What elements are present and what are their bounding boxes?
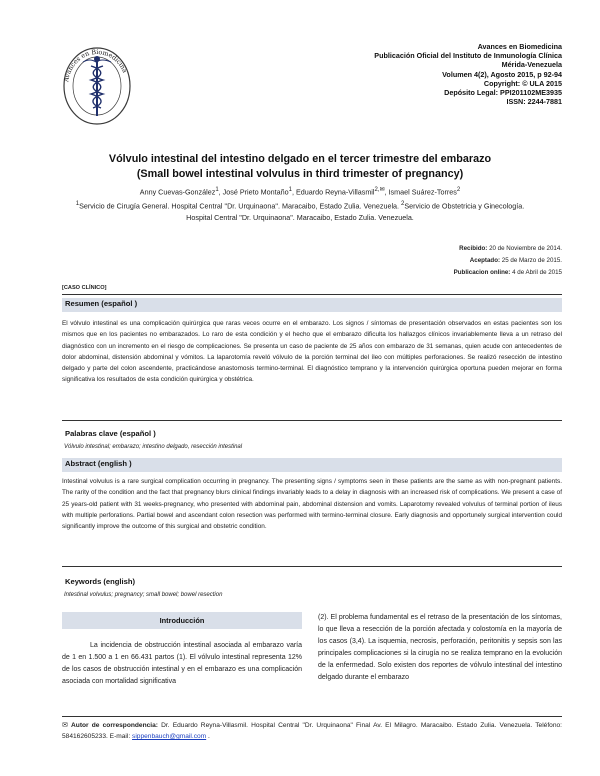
journal-city: Mérida-Venezuela xyxy=(501,60,562,70)
author-list: Anny Cuevas-González$^1$, José Prieto Montaño$^1$, Eduardo Reyna-Villasmil$^{2,✉}$, Ismael Suárez-Torres$^2$ xyxy=(139,187,461,197)
divider xyxy=(62,420,562,421)
author-sup: 2 xyxy=(456,187,461,193)
author-sup: 1 xyxy=(215,187,219,193)
resumen-text: El vólvulo intestinal es una complicación quirúrgica que raras veces ocurre en el embarazo. Los signos / síntomas de presentación observados en estas pacientes son los mismos que en los pacientes no embarazados. Lo raro de esta condición y el hecho que el embarazo dificulta los hallazgos clínicos invariablemente lleva a un retraso del diagnóstico con un incremento en el riesgo de complicaciones. Se presenta un caso de paciente de 25 años con embarazo de 31 semanas, quien acude con antecedentes de dolor abdominal, distensión abdominal y vómitos. La laparotomía reveló vólvulo de la porción terminal del íleo con múltiples perforaciones. Se realizó resección de intestino delgado y parte del colon ascendente, practicándose anastomosis termino-terminal. El diagnóstico temprano y la intervención quirúrgica oportuna pueden mejorar en forma significativa los resultados de esta condición quirúrgica y obstétrica. xyxy=(62,320,562,384)
affiliation-2: Servicio de Obstetricia y Ginecología. Hospital Central "Dr. Urquinaona". Maracaibo, Estado Zulia. Venezuela. xyxy=(186,201,525,222)
case-type-label: [CASO CLÍNICO] xyxy=(62,285,107,291)
intro-left-column: La incidencia de obstrucción intestinal asociada al embarazo varía de 1 en 1.500 a 1 en 66.431 partos (1). El vólvulo intestinal representa 12% de los casos de obstrucción intestinal y en el embarazo es una complicación asociada con mortalidad significativa xyxy=(62,642,302,685)
svg-text:Avances en Biomedicina: Avances en Biomedicina xyxy=(62,47,130,83)
correspondence-footer xyxy=(62,720,562,742)
journal-logo xyxy=(58,34,136,132)
affiliations xyxy=(40,199,560,222)
article-dates xyxy=(454,243,562,279)
email-link[interactable]: sippenbauch@gmail.com xyxy=(132,733,207,741)
intro-heading: Introducción xyxy=(62,612,302,629)
affiliation-sup: 1 xyxy=(75,201,80,208)
abstract-text: Intestinal volvulus is a rare surgical complication occurring in pregnancy. The presenting signs / symptoms seen in these patients are the same as with non-pregnant patients. The rarity of the condition and the fact that pregnancy blurs clinical findings invariably leads to a delay in diagnosis with an increased risk of complications. We present a case of 25 years-old patient with 31 weeks-pregnancy, who presented with abdominal pain, abdominal distension and vomits. Laparotomy revealed volvulus of terminal portion of ileus with multiple perforations. Partial bowel and ascendant colon resection was performed with termino-terminal closure. Early diagnosis and opportunely surgical intervention could significantly improve the outcome of this surgical and obstetric condition. xyxy=(62,478,562,531)
journal-issn: ISSN: 2244-7881 xyxy=(506,97,562,107)
journal-copyright: Copyright: © ULA 2015 xyxy=(483,78,562,88)
keywords-text: Intestinal volvulus; pregnancy; small bowel; bowel resection xyxy=(64,592,223,598)
author-sup: 2,✉ xyxy=(374,187,385,193)
author-sup: 1 xyxy=(288,187,292,193)
article-title-en: (Small bowel intestinal volvulus in third trimester of pregnancy) xyxy=(136,168,464,180)
article-title-es: Vólvulo intestinal del intestino delgado en el tercer trimestre del embarazo xyxy=(108,153,492,165)
intro-right-column: (2). El problema fundamental es el retraso de la presentación de los síntomas, lo que lleva a resección de la porción afectada y colostomía en la mayoría de los casos (3,4). La isquemia, necrosis, perforación, peritonitis y sepsis son las principales complicaciones si la cirugía no se realiza temprano en la evolución de la enfermedad. Solo existen dos reportes de vólvulo intestinal del intestino delgado durante el embarazo xyxy=(318,614,562,681)
journal-volume: Volumen 4(2), Agosto 2015, p 92-94 xyxy=(442,69,562,79)
received-date: Recibido: 20 de Noviembre de 2014. xyxy=(459,245,562,252)
author-name: Anny Cuevas-González xyxy=(139,187,216,197)
journal-info xyxy=(374,42,562,106)
correspondence-text: Dr. Eduardo Reyna-Villasmil. Hospital Central "Dr. Urquinaona" Final Av. El Milagro. Maracaibo. Estado Zulia. Venezuela. Teléfono: 584162605233. E-mail: xyxy=(62,722,562,741)
online-date: Publicacion online: 4 de Abril de 2015 xyxy=(453,269,562,276)
divider xyxy=(62,294,562,295)
author-name: José Prieto Montaño xyxy=(222,187,289,197)
palabras-text: Vólvulo intestinal; embarazo; intestino delgado, resección intestinal xyxy=(64,444,243,450)
envelope-icon: ✉ xyxy=(62,722,68,729)
affiliation-sup: 2 xyxy=(401,201,405,208)
divider xyxy=(62,566,562,567)
journal-name: Avances en Biomedicina xyxy=(477,42,562,51)
journal-publication: Publicación Oficial del Instituto de Inmunología Clínica xyxy=(374,51,562,61)
divider xyxy=(62,716,562,717)
title-block xyxy=(40,152,560,223)
abstract-heading: Abstract (english ) xyxy=(62,458,562,472)
palabras-heading: Palabras clave (español ) xyxy=(65,429,156,438)
keywords-heading: Keywords (english) xyxy=(65,577,136,586)
correspondence-label: Autor de correspondencia: xyxy=(71,722,158,729)
affiliation-1: Servicio de Cirugía General. Hospital Central "Dr. Urquinaona". Maracaibo, Estado Zulia. Venezuela. xyxy=(79,201,400,211)
footer-end: . xyxy=(208,733,210,741)
resumen-heading: Resumen (español ) xyxy=(62,298,562,312)
author-name: Ismael Suárez-Torres xyxy=(388,187,457,197)
author-name: Eduardo Reyna-Villasmil xyxy=(295,187,375,197)
caduceus-seal-icon xyxy=(58,34,136,132)
accepted-date: Aceptado: 25 de Marzo de 2015. xyxy=(469,257,562,264)
journal-deposit: Depósito Legal: PPI201102ME3935 xyxy=(444,88,562,98)
